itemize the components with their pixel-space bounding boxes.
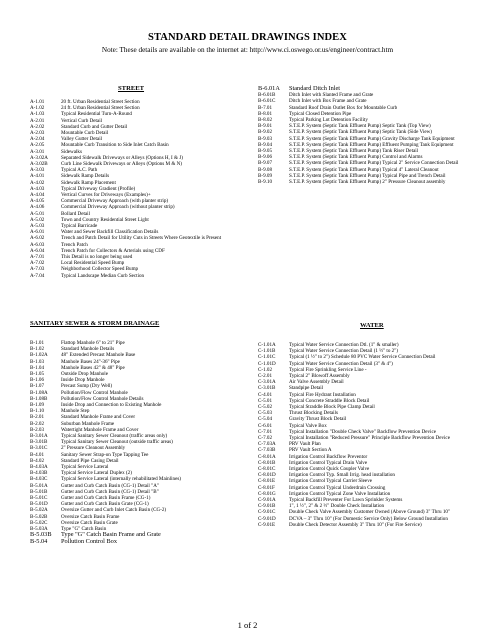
drawing-code: A-4.04	[30, 192, 45, 199]
drawing-code: A-7.01	[30, 254, 45, 261]
drawing-description: Typical Service Lateral	[61, 464, 109, 471]
drawing-code: A-6.02	[30, 235, 45, 242]
drawing-code: B-1.06	[30, 377, 45, 384]
drawing-description: Commercial Driveway Approach (with planter strip)	[61, 198, 169, 205]
drawing-code: C-8.01B	[258, 459, 276, 466]
drawing-description: Precast Sump (Dry Well)	[61, 383, 113, 390]
drawing-description: PRV Vault Section A	[289, 447, 332, 454]
drawing-description: Gutter and Curb Catch Basin Grate (CG-1)	[61, 501, 149, 508]
drawing-description: Typical Parking Lot Detention Facility	[289, 117, 368, 124]
drawing-description: Manhole Step	[61, 408, 90, 415]
drawing-description: 2" Pressure Cleanout Assembly	[61, 445, 126, 452]
drawing-description: Typical Backfill Preventer For Lawn Sprinkler Systems	[289, 497, 403, 504]
drawing-code: C-4.01	[258, 391, 273, 398]
drawing-description: S.T.E.P. System (Septic Tank Effluent Pump) Typical Pipe and Trench Detail	[289, 172, 446, 179]
drawing-description: Manhole Bases 42" & 48" Pipe	[61, 364, 125, 371]
drawing-code: C-3.01A	[258, 379, 276, 386]
drawing-description: Sidewalk Ramp Details	[61, 173, 110, 180]
drawing-description: S.T.E.P. System (Septic Tank Effluent Pump) Typical 4" Lateral Cleanout	[289, 166, 439, 173]
drawing-description: Irrigation Control Typical Underdrain Crossing	[289, 484, 386, 491]
drawing-code: C-8.01C	[258, 466, 276, 473]
drawing-description: Gutter and Curb Catch Basin (CG-1) Detail "A"	[61, 482, 159, 489]
drawing-code: C-1.01D	[258, 360, 276, 367]
drawing-code: C-7.03B	[258, 447, 276, 454]
drawing-description: PRV Vault Plan	[289, 441, 321, 448]
drawing-code: B-5.02A	[30, 507, 48, 514]
drawing-description: Irrigation Control Typ. Small Irrig. head installation	[289, 472, 395, 479]
drawing-code: B-9.07	[258, 160, 273, 167]
drawing-description: Double Check Detector Assembly 3" Thru 10" (For Fire Service)	[289, 521, 422, 528]
drawing-description: Standard Pipe Casing Detail	[61, 457, 119, 464]
drawing-code: C-6.01	[258, 422, 273, 429]
drawing-description: Oversize Gutter and Curb Inlet Catch Basin (CG-2)	[61, 507, 167, 514]
drawing-description: Type "G" Catch Basin Frame and Grate	[61, 531, 161, 539]
drawing-code: A-7.04	[30, 272, 45, 279]
drawing-code: B-6.01B	[258, 92, 276, 99]
drawing-code: C-9.01D	[258, 515, 276, 522]
drawing-description: Typical Sanitary Sewer Cleanout (outside traffic areas)	[61, 439, 173, 446]
drawing-code: C-3.01B	[258, 385, 276, 392]
drawing-description: Watertight Manhole Frame and Cover	[61, 426, 139, 433]
drawing-code: A-3.02A	[30, 154, 48, 161]
drawing-code: B-1.01	[30, 340, 45, 346]
drawing-description: Suburban Manhole Frame	[61, 420, 115, 427]
drawing-code: B-1.09	[30, 402, 45, 409]
drawing-description: Typical Barricade	[61, 223, 98, 230]
sanitary-heading: SANITARY SEWER & STORM DRAINAGE	[30, 320, 160, 327]
drawing-code: A-1.01	[30, 99, 45, 105]
drawing-description: Typical Driveway Gradient (Profile)	[61, 185, 136, 192]
drawing-description: Standpipe Detail	[289, 385, 324, 392]
drawing-description: Typical Sanitary Sewer Cleanout (traffic areas only)	[61, 433, 168, 440]
drawing-code: B-6.01A	[258, 85, 280, 92]
drawing-code: B-2.03	[30, 426, 45, 433]
internet-note: Note: These details are available on the internet at: http://www.ci.oswego.or.us/engineer/contract.htm	[101, 46, 394, 54]
drawing-description: Commercial Driveway Approach (without planter strip)	[61, 204, 175, 211]
drawing-code: C-7.02	[258, 435, 273, 442]
drawing-code: B-1.02A	[30, 352, 48, 359]
drawing-code: B-5.03B	[30, 531, 52, 539]
drawing-description: Curb Line Sidewalk Driveways or Alleys (Options M & N)	[61, 161, 182, 168]
drawing-description: Standard Roof Drain Outlet Box for Mountable Curb	[289, 104, 398, 111]
drawing-code: B-8.02	[258, 117, 273, 124]
drawing-description: This Detail is no longer being used	[61, 254, 133, 261]
drawing-code: A-5.03	[30, 223, 45, 230]
drawing-description: Flattop Manhole 6" to 21" Pipe	[61, 340, 125, 346]
drawing-description: Typical Fire Sprinkling Service Line -	[289, 366, 367, 373]
drawing-description: Typical Water Service Connection Detail (3" & 4")	[289, 360, 393, 367]
drawing-code: B-9.02	[258, 129, 273, 136]
drawing-code: C-7.01	[258, 428, 273, 435]
drawing-code: A-5.02	[30, 216, 45, 223]
drawing-code: C-1.01C	[258, 354, 276, 361]
drawing-code: A-2.05	[30, 142, 45, 149]
drawing-code: B-9.06	[258, 154, 273, 161]
drawing-description: Ditch Inlet with Box Frame and Grate	[289, 98, 367, 105]
drawing-code: B-9.09	[258, 172, 273, 179]
drawing-description: Double Check Valve Assembly Customer Owned (Above Ground) 3" Thru 10"	[289, 509, 451, 516]
drawing-code: B-5.01A	[30, 482, 48, 489]
drawing-description: Separated Sidewalk Driveways or Alleys (Options H, I & J)	[61, 154, 183, 161]
drawing-code: A-2.03	[30, 130, 45, 137]
drawing-code: B-7.01	[258, 104, 273, 111]
drawing-description: Typical Water Service Connection Dtl. (1" & smaller)	[289, 342, 399, 348]
drawing-code: A-5.01	[30, 210, 45, 217]
drawing-code: B-9.10	[258, 179, 273, 186]
drawing-code: A-3.02B	[30, 161, 48, 168]
drawing-description: Trench Patch for Collectors & Arterials using CDF	[61, 247, 165, 254]
drawing-code: A-7.02	[30, 260, 45, 267]
drawing-code: B-1.03	[30, 358, 45, 365]
drawing-description: Typical (1 ½" to 2") Schedule 80 PVC Water Service Connection Detail	[289, 354, 436, 361]
street-list	[30, 99, 240, 279]
drawing-code: B-9.01	[258, 123, 273, 130]
drawing-code: B-3.01C	[30, 445, 48, 452]
drawing-description: Typical Straddle Block Pipe Clamp Detail	[289, 404, 375, 411]
drawing-code: B-1.10	[30, 408, 45, 415]
page-number: 1 of 2	[237, 620, 258, 630]
drawing-description: Typical Fire Hydrant Installation	[289, 391, 356, 398]
drawing-code: C-8.01F	[258, 484, 275, 491]
drawing-description: Water and Sewer Backfill Classification Details	[61, 229, 159, 236]
drawing-code: C-8.01E	[258, 478, 276, 485]
drawing-code: A-4.03	[30, 185, 45, 192]
drawing-description: Trench Patch	[61, 241, 88, 248]
drawing-code: A-3.01	[30, 148, 45, 155]
drawing-description: Outside Drop Manhole	[61, 371, 108, 378]
drawing-description: Local Residential Speed Bump	[61, 260, 125, 267]
drawing-description: 1", 1 ½", 2" & 2 ½" Double Check Installation	[289, 503, 385, 510]
drawing-description: Typical Water Service Connection Detail (1 ½" to 2")	[289, 348, 398, 355]
drawing-description: Valley Gutter Detail	[61, 136, 103, 143]
drawing-description: Oversize Catch Basin Frame	[61, 513, 120, 520]
drawing-code: A-2.02	[30, 123, 45, 130]
drawing-code: C-1.02	[258, 366, 273, 373]
drawing-description: Irrigation Control Quick Coupler Valve	[289, 466, 370, 473]
drawing-code: A-4.06	[30, 204, 45, 211]
drawing-code: C-7.03A	[258, 441, 276, 448]
drawing-code: B-4.02	[30, 457, 45, 464]
drawing-code: B-1.08B	[30, 395, 48, 402]
drawing-description: Typical Concrete Straddle Block Detail	[289, 397, 370, 404]
drawing-code: B-9.04	[258, 141, 273, 148]
drawing-description: Sidewalks	[61, 148, 82, 155]
drawing-description: 48" Extended Precast Manhole Base	[61, 352, 136, 359]
drawing-description: Typical Residential Turn-A-Round	[61, 111, 132, 118]
drawing-description: Bollard Detail	[61, 210, 90, 217]
drawing-code: C-9.01B	[258, 503, 276, 510]
street-heading: STREET	[118, 85, 145, 92]
drawing-code: A-1.02	[30, 105, 45, 112]
drawing-code: C-1.01B	[258, 348, 276, 355]
index-entry	[30, 539, 240, 545]
water-heading: WATER	[360, 322, 384, 329]
drawing-description: Sanitary Sewer Strap-on Type Tapping Tee	[61, 451, 149, 458]
drawing-description: Standard Curb and Gutter Detail	[61, 123, 128, 130]
drawing-description: S.T.E.P. System (Septic Tank Effluent Pump) Typical 2" Service Connection Detail	[289, 160, 459, 167]
drawing-code: A-6.03	[30, 241, 45, 248]
drawing-description: Air Valve Assembly Detail	[289, 379, 344, 386]
drawing-description: Trench and Patch Detail for Utility Cuts in Streets Where Geotextile is Present	[61, 235, 222, 242]
drawing-description: Thrust Blocking Details	[289, 410, 338, 417]
drawing-description: Pollution/Flow Control Manhole	[61, 389, 128, 396]
water-list	[258, 342, 468, 528]
drawing-code: B-5.02C	[30, 519, 48, 526]
drawing-description: S.T.E.P. System (Septic Tank Effluent Pump) Gravity Discharge Tank Equipment	[289, 135, 455, 142]
drawing-description: S.T.E.P. System (Septic Tank Effluent Pump) Septic Tank (Top View)	[289, 123, 431, 130]
drawing-code: B-4.01	[30, 451, 45, 458]
drawing-description: Gravity Thrust Block Detail	[289, 416, 347, 423]
drawing-description: Typical Valve Box	[289, 422, 327, 429]
drawing-description: Typical Service Lateral (internally rehabilitated Mainlines)	[61, 476, 182, 483]
drawing-description: DCVA – 3" Thru 10" (For Domestic Service Only) Below Ground Installation	[289, 515, 448, 522]
drawing-code: A-6.04	[30, 247, 45, 254]
drawing-code: C-9.01C	[258, 509, 276, 516]
index-entry	[30, 273, 240, 279]
drawing-description: Typical Service Lateral Duplex (2)	[61, 470, 132, 477]
drawing-code: C-5.04	[258, 416, 273, 423]
drawing-description: Vertical Curves for Driveways (Examples)+	[61, 192, 151, 199]
drawing-code: B-2.01	[30, 414, 45, 421]
drawing-description: 20 ft. Urban Residential Street Section	[61, 99, 140, 105]
drawing-description: Typical Landscape Median Curb Section	[61, 272, 145, 279]
drawing-code: A-3.03	[30, 167, 45, 174]
drawing-code: C-5.01	[258, 397, 273, 404]
drawing-description: Typical A.C. Path	[61, 167, 98, 174]
drawing-description: Typical Installation "Reduced Pressure" Principle Backflow Prevention Device	[289, 435, 450, 442]
drawing-code: C-5.03	[258, 410, 273, 417]
drawing-code: B-5.04	[30, 537, 48, 545]
drawing-description: S.T.E.P. System (Septic Tank Effluent Pump) Control and Alarms	[289, 154, 423, 161]
drawing-code: B-1.07	[30, 383, 45, 390]
drawing-description: Irrigation Control Typical Zone Valve Installation	[289, 490, 391, 497]
drawing-description: Gutter and Curb Catch Basin (CG-1) Detail "B"	[61, 488, 159, 495]
drawing-description: Irrigation Control Typical Carrier Sleeve	[289, 478, 373, 485]
drawing-code: B-3.01B	[30, 439, 48, 446]
drawing-description: 24 ft. Urban Residential Street Section	[61, 105, 140, 112]
drawing-code: B-5.01D	[30, 501, 48, 508]
drawing-code: B-9.03	[258, 135, 273, 142]
drawing-code: B-5.01B	[30, 488, 48, 495]
index-entry	[258, 522, 468, 528]
drawing-code: B-1.02	[30, 346, 45, 353]
drawing-code: B-5.03A	[30, 526, 48, 533]
drawing-description: Typical 2" Blowoff Assembly	[289, 373, 350, 380]
drawing-description: Pollution Control Box	[61, 537, 117, 545]
drawing-code: B-9.08	[258, 166, 273, 173]
drawing-code: A-7.03	[30, 266, 45, 273]
drawing-description: Inside Drop Manhole	[61, 377, 105, 384]
drawing-description: Typical Installation "Double Check Valve" Backflow Prevention Device	[289, 428, 436, 435]
drawing-description: Manhole Bases 24"-36" Pipe	[61, 358, 120, 365]
drawing-code: C-9.01E	[258, 521, 276, 528]
drawing-description: Mountable Curb Detail	[61, 130, 109, 137]
storm-list	[258, 86, 468, 185]
index-entry	[258, 179, 468, 185]
drawing-code: C-8.01D	[258, 472, 276, 479]
drawing-code: C-8.01A	[258, 453, 276, 460]
drawing-description: Type "G" Catch Basin	[61, 526, 107, 533]
drawing-code: B-5.01C	[30, 495, 48, 502]
sanitary-list	[30, 340, 240, 545]
drawing-code: B-4.03C	[30, 476, 48, 483]
drawing-code: A-2.04	[30, 136, 45, 143]
drawing-description: Mountable Curb Transition to Side Inlet Catch Basin	[61, 142, 169, 149]
drawing-description: Pollution/Flow Control Manhole Details	[61, 395, 144, 402]
drawing-description: Standard Ditch Inlet	[289, 85, 341, 92]
drawing-code: B-2.02	[30, 420, 45, 427]
drawing-description: S.T.E.P. System (Septic Tank Effluent Pump) Septic Tank (Side View)	[289, 129, 432, 136]
drawing-description: S.T.E.P. System (Septic Tank Effluent Pump) Effluent Pumping Tank Equipment	[289, 141, 454, 148]
drawing-code: B-3.01A	[30, 433, 48, 440]
drawing-description: Irrigation Control Typical Drain Valve	[289, 459, 368, 466]
drawing-description: Ditch Inlet with Slanted Frame and Grate	[289, 92, 374, 99]
drawing-code: B-4.03B	[30, 470, 48, 477]
drawing-description: Town and Country Residential Street Light	[61, 216, 149, 223]
page-title: STANDARD DETAIL DRAWINGS INDEX	[148, 32, 347, 43]
drawing-description: Gutter and Curb Catch Basin Frame (CG-1)	[61, 495, 151, 502]
drawing-code: B-8.01	[258, 110, 273, 117]
drawing-description: Oversize Catch Basin Grate	[61, 519, 118, 526]
drawing-description: S.T.E.P. System (Septic Tank Effluent Pump) 2" Pressure Cleanout assembly	[289, 179, 446, 186]
drawing-code: A-4.02	[30, 179, 45, 186]
drawing-code: B-5.02B	[30, 513, 48, 520]
drawing-description: Standard Manhole Frame and Cover	[61, 414, 136, 421]
drawing-code: B-6.01C	[258, 98, 276, 105]
drawing-code: B-1.08A	[30, 389, 48, 396]
drawing-description: Inside Drop and Connection to Existing Manhole	[61, 402, 162, 409]
drawing-code: B-1.05	[30, 371, 45, 378]
drawing-code: A-6.01	[30, 229, 45, 236]
drawing-description: S.T.E.P. System (Septic Tank Effluent Pump) Tank Riser Detail	[289, 148, 419, 155]
drawing-code: B-9.05	[258, 148, 273, 155]
drawing-code: C-8.01G	[258, 490, 276, 497]
drawing-code: A-2.01	[30, 117, 45, 124]
drawing-code: C-9.01A	[258, 497, 276, 504]
drawing-description: Typical Closed Detention Pipe	[289, 110, 352, 117]
drawing-code: B-4.03A	[30, 464, 48, 471]
drawing-description: Irrigation Control Backflow Preventor	[289, 453, 368, 460]
drawing-description: Sidewalk Ramp Placement	[61, 179, 116, 186]
drawing-code: C-1.01A	[258, 342, 276, 348]
drawing-code: A-4.01	[30, 173, 45, 180]
drawing-description: Standard Manhole Details	[61, 346, 115, 353]
drawing-code: C-2.01	[258, 373, 273, 380]
drawing-description: Vertical Curb Detail	[61, 117, 103, 124]
drawing-description: Neighborhood Collector Speed Bump	[61, 266, 139, 273]
drawing-code: B-1.04	[30, 364, 45, 371]
drawing-code: C-5.02	[258, 404, 273, 411]
drawing-code: A-1.03	[30, 111, 45, 118]
drawing-code: A-4.05	[30, 198, 45, 205]
